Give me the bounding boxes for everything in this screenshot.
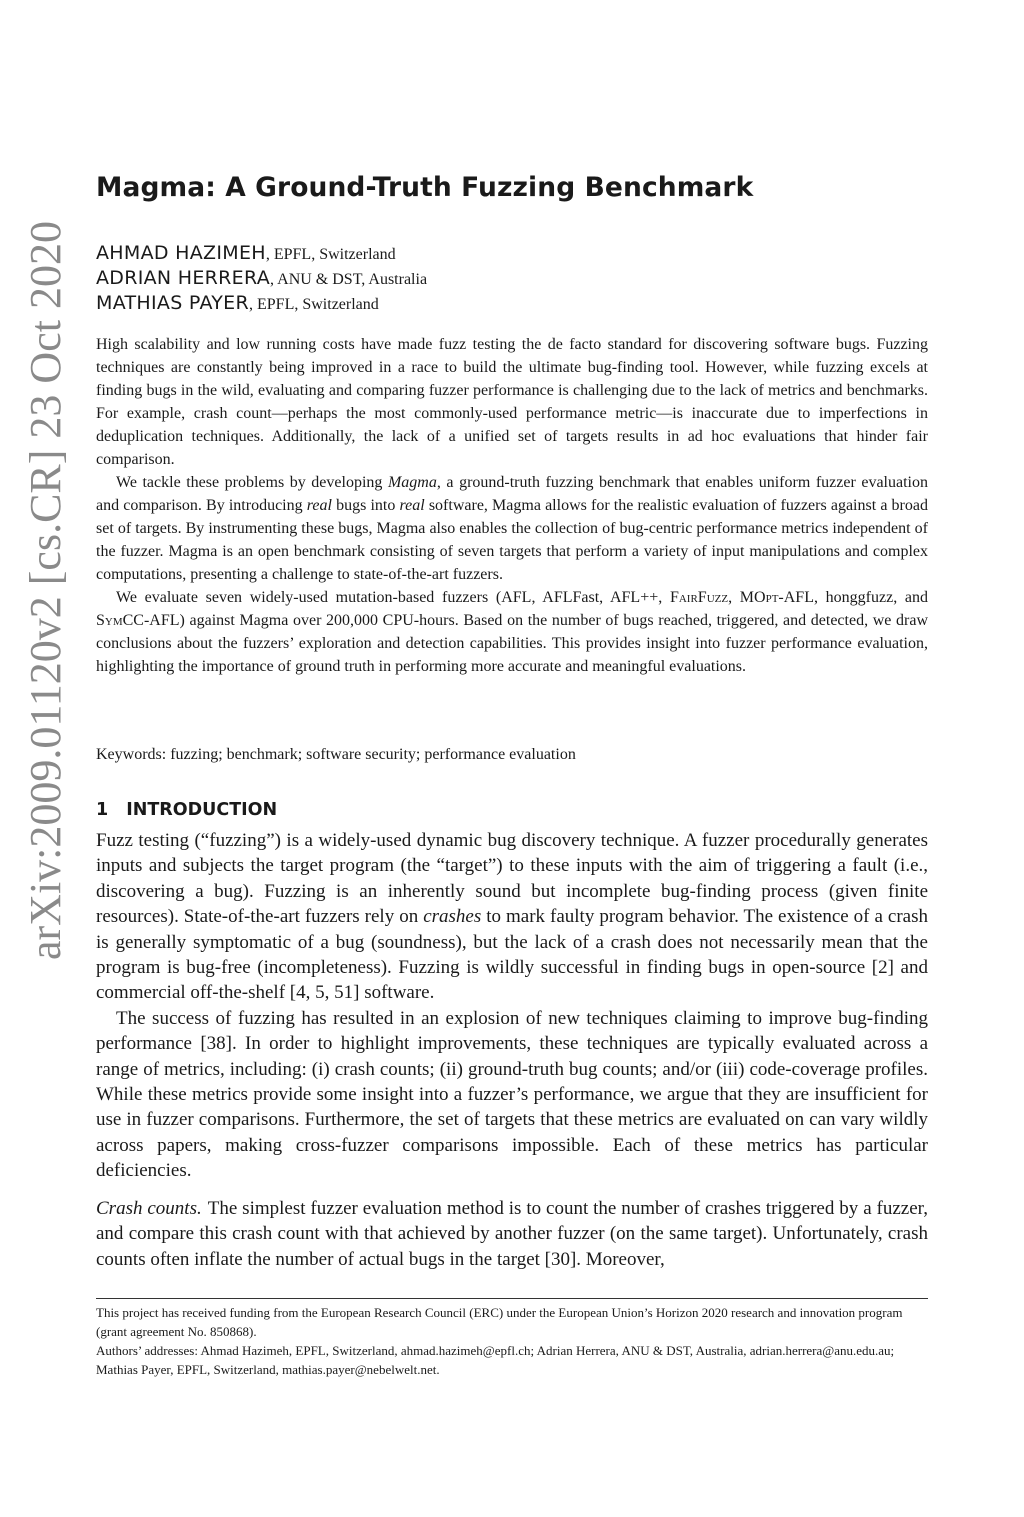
- text-run: to mark faulty program behavior. The existence of a crash is generally symptomatic of a bug (soundness), but the lack of a crash does not necessarily mean that the program is bug-free (incompleteness). Fuzzing is wildly successful in finding bugs in open-source [2] and commercial off-the-shelf [4, 5, 51] software.: [96, 906, 928, 1004]
- intro-paragraph-1: [96, 828, 928, 1006]
- abstract-paragraph-3: [96, 586, 928, 678]
- text-run: software, Magma allows for the realistic evaluation of fuzzers against a broad set of targets. By instrumenting these bugs, Magma also enables the collection of bug-centric performance metrics independent of the fuzzer. Magma is an open benchmark consisting of seven targets that perform a variety of input manipulations and complex computations, presenting a challenge to state-of-the-art fuzzers.: [96, 497, 928, 583]
- footnote-divider: [96, 1298, 928, 1299]
- author-name: AHMAD HAZIMEH: [96, 242, 266, 264]
- emphasis-real: real: [399, 497, 425, 514]
- abstract: [96, 333, 928, 678]
- author-entry: [96, 241, 427, 266]
- intro-paragraph-3: [96, 1196, 928, 1272]
- fuzzer-name-fairfuzz: FairFuzz: [669, 589, 729, 606]
- paper-title: Magma: A Ground-Truth Fuzzing Benchmark: [96, 172, 754, 203]
- text-run: -AFL, honggfuzz, and: [778, 589, 929, 606]
- paragraph-runin-heading: Crash counts.: [96, 1197, 202, 1219]
- author-entry: [96, 266, 427, 291]
- fuzzer-name-mopt: MOpt: [739, 589, 779, 606]
- author-name: MATHIAS PAYER: [96, 292, 249, 314]
- author-name: ADRIAN HERRERA: [96, 267, 271, 289]
- emphasis-magma: Magma: [387, 474, 437, 491]
- section-heading: [96, 800, 277, 820]
- author-addresses: Authors’ addresses: Ahmad Hazimeh, EPFL, Switzerland, ahmad.hazimeh@epfl.ch; Adrian Herrera, ANU & DST, Australia, adrian.herrera@anu.edu.au; Mathias Payer, EPFL, Switzerland, mathias.payer@nebelwelt.net.: [96, 1343, 895, 1377]
- text-run: We tackle these problems by developing: [116, 474, 388, 491]
- footnotes: [96, 1303, 928, 1379]
- section-number: 1: [96, 800, 109, 820]
- abstract-paragraph-2: [96, 471, 928, 586]
- text-run: , a ground-truth fuzzing benchmark that enables uniform fuzzer evaluation and comparison. By introducing: [96, 474, 928, 514]
- fuzzer-name-symcc: SymCC: [96, 612, 144, 629]
- emphasis-real: real: [306, 497, 332, 514]
- text-run: We evaluate seven widely-used mutation-based fuzzers (AFL, AFLFast, AFL++,: [116, 589, 670, 606]
- funding-note: This project has received funding from the European Research Council (ERC) under the European Union’s Horizon 2020 research and innovation program (grant agreement No. 850868).: [96, 1305, 903, 1339]
- section-title: INTRODUCTION: [126, 800, 278, 820]
- author-entry: [96, 291, 427, 316]
- author-affiliation: , EPFL, Switzerland: [249, 296, 379, 313]
- text-run: -AFL) against Magma over 200,000 CPU-hours. Based on the number of bugs reached, triggered, and detected, we draw conclusions about the fuzzers’ exploration and detection capabilities. This provides insight into fuzzer performance evaluation, highlighting the importance of ground truth in performing more accurate and meaningful evaluations.: [96, 612, 928, 675]
- author-affiliation: , EPFL, Switzerland: [265, 246, 396, 263]
- author-affiliation: , ANU & DST, Australia: [270, 271, 428, 288]
- author-list: [96, 241, 427, 316]
- text-run: ,: [728, 589, 740, 606]
- intro-paragraph-2: The success of fuzzing has resulted in an explosion of new techniques claiming to improve bug-finding performance [38]. In order to highlight improvements, these techniques are typically evaluated across a range of metrics, including: (i) crash counts; (ii) ground-truth bug counts; and/or (iii) code-coverage profiles. While these metrics provide some insight into a fuzzer’s performance, we argue that they are insufficient for use in fuzzer comparisons. Furthermore, the set of targets that these metrics are evaluated on can vary wildly across papers, making cross-fuzzer comparisons impossible. Each of these metrics has particular deficiencies.: [96, 1007, 928, 1182]
- introduction-body: [96, 828, 928, 1272]
- text-run: bugs into: [331, 497, 400, 514]
- arxiv-identifier-text: arXiv:2009.01120v2 [cs.CR] 23 Oct 2020: [21, 221, 70, 960]
- text-run: Fuzz testing (“fuzzing”) is a widely-used dynamic bug discovery technique. A fuzzer procedurally generates inputs and subjects the target program (the “target”) to these inputs with the aim of triggering a fault (i.e., discovering a bug). Fuzzing is an inherently sound but incomplete bug-finding process (given finite resources). State-of-the-art fuzzers rely on: [96, 830, 928, 928]
- text-run: The simplest fuzzer evaluation method is to count the number of crashes triggered by a fuzzer, and compare this crash count with that achieved by another fuzzer (on the same target). Unfortunately, crash counts often inflate the number of actual bugs in the target [30]. Moreover,: [96, 1197, 928, 1270]
- abstract-paragraph-1: High scalability and low running costs have made fuzz testing the de facto standard for discovering software bugs. Fuzzing techniques are constantly being improved in a race to build the ultimate bug-finding tool. However, while fuzzing excels at finding bugs in the wild, evaluating and comparing fuzzer performance is challenging due to the lack of metrics and benchmarks. For example, crash count—perhaps the most commonly-used performance metric—is inaccurate due to imperfections in deduplication techniques. Additionally, the lack of a unified set of targets results in ad hoc evaluations that hinder fair comparison.: [96, 336, 928, 468]
- keywords: Keywords: fuzzing; benchmark; software security; performance evaluation: [96, 746, 576, 763]
- emphasis-crashes: crashes: [423, 906, 482, 928]
